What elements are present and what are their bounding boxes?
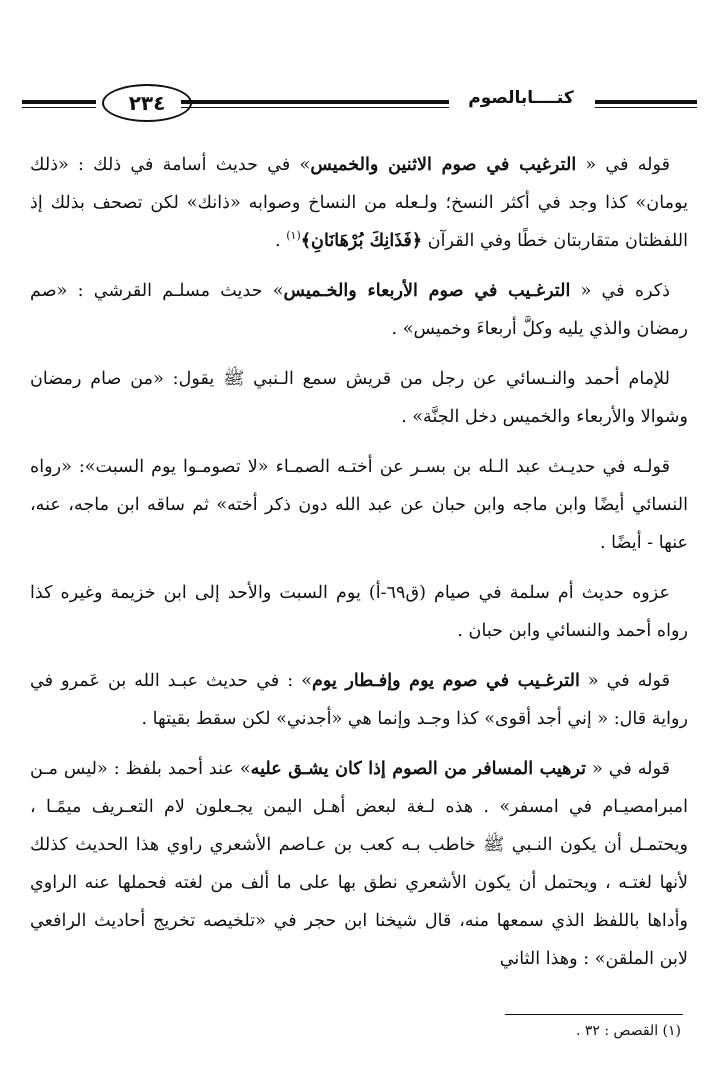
page-number: ٢٣٤ xyxy=(102,84,192,122)
text-run: » عند أحمد بلفظ : «ليس مـن امبرامصيـام في امسفر» . هذه لـغة لبعض أهـل اليمن يجـعلون لام التعـريف ميمًـا ، ويحتمـل أن يكون النـبي ﷺ خاطب بـه كعب بن عـاصم الأشعري راوي هذا الحديث كذلك لأنها لغتـه ، ويحتمل أن يكون الأشعري نطق بها على ما ألف من لغته فحملها عنه الراوي وأداها باللفظ الذي سمعها منه، قال شيخنا ابن حجر في «تلخيصه تخريج أحاديث الرافعي لابن الملقن» : وهذا الثاني xyxy=(30,759,688,969)
paragraph xyxy=(30,574,688,650)
text-run: قوله في « xyxy=(576,155,670,175)
paragraph xyxy=(30,360,688,436)
bold-heading-text: الترغـيب في صوم الأربعاء والخـميس xyxy=(283,280,571,301)
bold-heading-text: الترغيب في صوم الاثنين والخميس xyxy=(310,154,577,175)
text-run: قوله في « xyxy=(579,671,670,691)
book-title: كتــــابالصوم xyxy=(468,88,574,108)
paragraph xyxy=(30,750,688,978)
bold-heading-text: ترهيب المسافر من الصوم إذا كان يشـق عليه xyxy=(250,758,587,779)
text-run: للإمام أحمد والنـسائي عن رجل من قريش سمع الـنبي ﷺ يقول: «من صام رمضان وشوالا والأربعاء والخميس دخل الجنَّة» . xyxy=(30,369,688,427)
header-rule xyxy=(22,100,96,104)
header-rule xyxy=(595,100,697,104)
main-text xyxy=(30,146,688,990)
footnote: (١) القصص : ٣٢ . xyxy=(575,1023,681,1039)
text-run: عزوه حديث أم سلمة في صيام (ق٦٩-أ) يوم السبت والأحد إلى ابن خزيمة وغيره كذا رواه أحمد والنسائي وابن حبان . xyxy=(30,583,688,641)
text-run: » في حديث أسامة في ذلك : «ذلك يومان» كذا وجد في أكثر النسخ؛ ولـعله من النساخ وصوابه «ذانك» لكن تصحف بذلك إذ اللفظتان متقاربتان خطًا وفي القرآن xyxy=(30,155,688,251)
bold-heading-text: الترغـيب في صوم يوم وإفـطار يوم xyxy=(312,670,580,691)
paragraph xyxy=(30,662,688,738)
text-run: » : في حديث عبـد الله بن عَمرو في رواية قال: « إني أجد أقوى» كذا وجـد وإنما هي «أجدني» لكن سقط بقيتها . xyxy=(30,671,688,729)
text-run: قوله في « xyxy=(586,759,670,779)
text-run: ذكره في « xyxy=(570,281,670,301)
header-rule xyxy=(595,107,697,108)
footnote-separator xyxy=(505,1014,683,1015)
footnote-marker: (١) xyxy=(286,229,301,243)
text-run: . xyxy=(275,231,287,251)
header-rule xyxy=(181,100,449,104)
bold-heading-text: ﴿فَذَانِكَ بُرْهَانَانِ﴾ xyxy=(300,230,423,251)
paragraph xyxy=(30,448,688,562)
header-rule xyxy=(22,107,96,108)
paragraph xyxy=(30,272,688,348)
page-header xyxy=(22,82,697,126)
text-run: قولـه في حديـث عبد الـله بن بسـر عن أختـه الصمـاء «لا تصومـوا يوم السبت»: «رواه النسائي أيضًا وابن ماجه وابن حبان عن عبد الله دون ذكر أخته» ثم ساقه ابن ماجه، عنه، عنها - أيضًا . xyxy=(30,457,688,553)
header-rule xyxy=(181,107,449,108)
paragraph xyxy=(30,146,688,260)
text-run: » حديث مسلـم القرشي : «صم رمضان والذي يليه وكلَّ أربعاءَ وخميس» . xyxy=(30,281,688,339)
